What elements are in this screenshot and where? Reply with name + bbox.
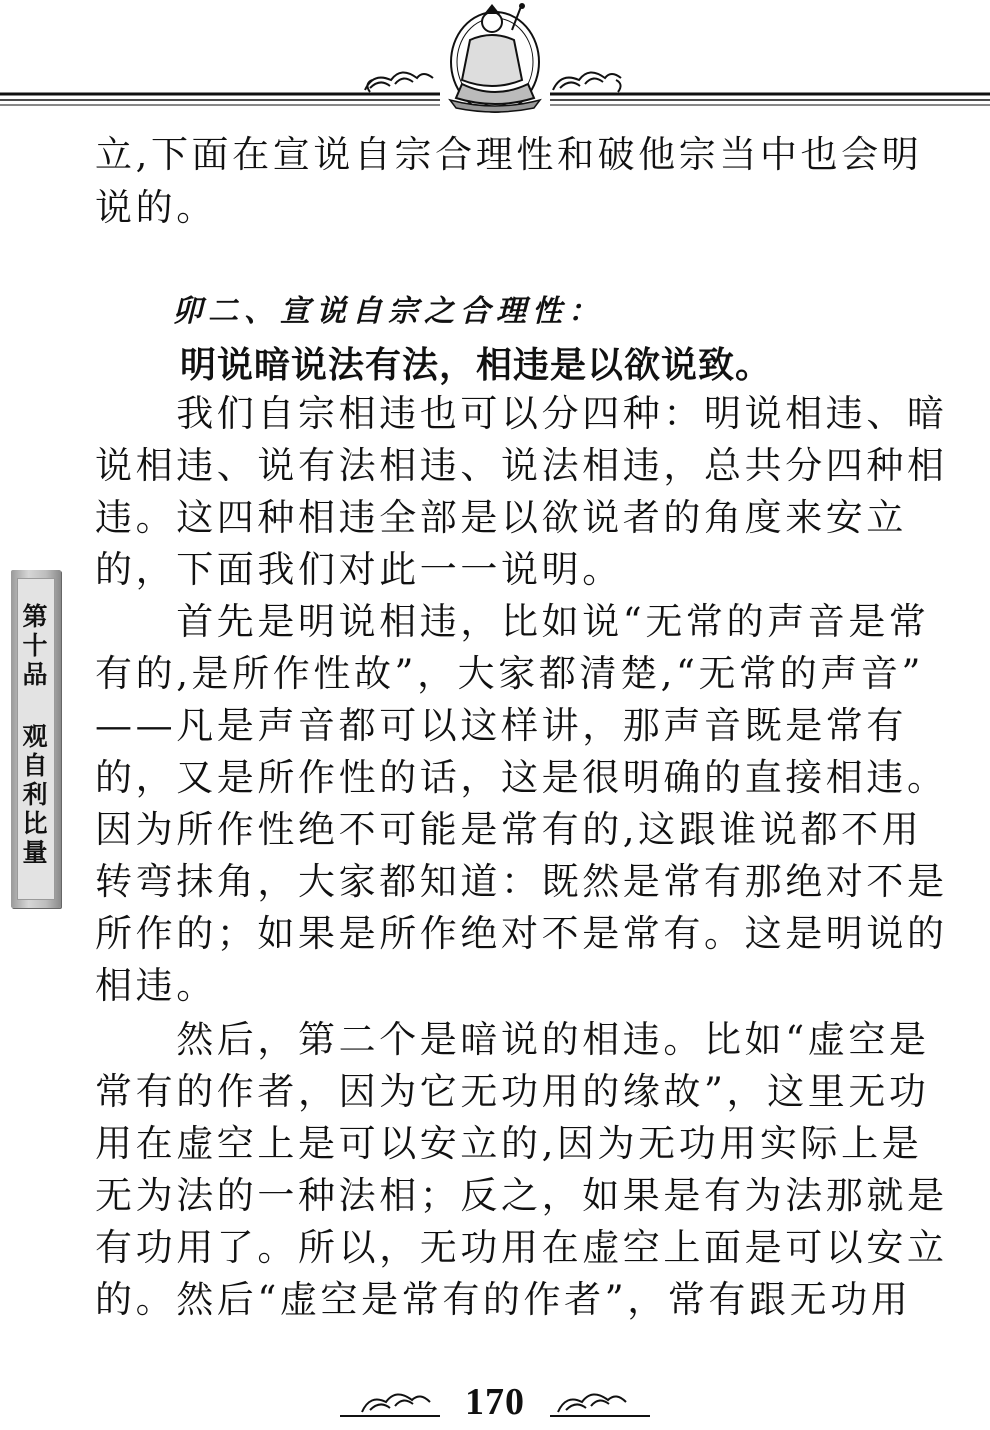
text-line: 无为法的一种法相；反之，如果是有为法那就是 [95, 1174, 948, 1217]
text-line: 的。然后“虚空是常有的作者”，常有跟无功用 [95, 1278, 912, 1321]
text-line: 然后，第二个是暗说的相违。比如“虚空是 [95, 1018, 930, 1061]
side-tab-panel [17, 578, 55, 900]
text-line: 说相违、说有法相违、说法相违，总共分四种相 [95, 444, 948, 487]
text-line: ——凡是声音都可以这样讲，那声音既是常有 [95, 704, 907, 747]
verse-heading: 明说暗说法有法，相违是以欲说致。 [180, 345, 773, 386]
chapter-side-tab [11, 570, 61, 908]
text-line: 我们自宗相违也可以分四种：明说相违、暗 [95, 392, 948, 435]
chapter-title: 第十品 观自利比量 [19, 603, 48, 868]
text-line: 因为所作性绝不可能是常有的,这跟谁说都不用 [95, 808, 923, 851]
text-line: 首先是明说相违，比如说“无常的声音是常 [95, 600, 930, 643]
deity-emblem-icon [0, 0, 990, 118]
section-heading: 卯二、宣说自宗之合理性： [172, 294, 604, 329]
header-ornament [0, 0, 990, 118]
text-line: 用在虚空上是可以安立的,因为无功用实际上是 [95, 1122, 923, 1165]
text-line: 立,下面在宣说自宗合理性和破他宗当中也会明 [95, 133, 923, 176]
text-line: 的，又是所作性的话，这是很明确的直接相违。 [95, 756, 948, 799]
text-line: 转弯抹角，大家都知道：既然是常有那绝对不是 [95, 860, 948, 903]
text-line: 所作的；如果是所作绝对不是常有。这是明说的 [95, 912, 948, 955]
page-number: 170 [465, 1381, 525, 1423]
text-line: 有功用了。所以，无功用在虚空上面是可以安立 [95, 1226, 948, 1269]
text-line: 违。这四种相违全部是以欲说者的角度来安立 [95, 496, 907, 539]
text-line: 有的,是所作性故”，大家都清楚,“无常的声音” [95, 652, 925, 695]
text-line: 常有的作者，因为它无功用的缘故”，这里无功 [95, 1070, 930, 1113]
text-line: 相违。 [95, 964, 217, 1007]
text-line: 说的。 [95, 186, 217, 229]
text-line: 的，下面我们对此一一说明。 [95, 548, 623, 591]
